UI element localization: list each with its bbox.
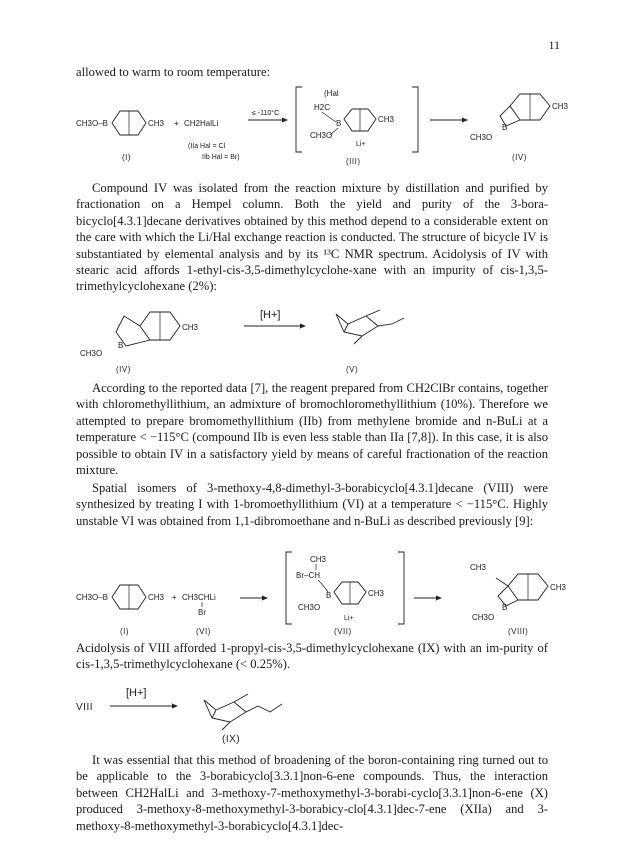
scheme1-plus: + [174,119,179,128]
scheme1-int-h2c: H2C [314,103,331,112]
scheme1-bracket-left [296,87,302,152]
scheme1-int-li: Li+ [356,141,366,148]
scheme2-reagent: [H+] [260,309,281,321]
scheme3-label-I: (I) [120,627,130,636]
paragraph-2: According to the reported data [7], the reagent prepared from CH2ClBr contains, together with chloromethyllithium, an admixture of bromochloromethyllithium (10%). Therefore we attempted to prepare bromomethyllithium (IIb) from methylene bromide and n-BuLi at a temperature < −115°C (compound IIb is even less stable than IIa [7,8]). In this case, it is also possible to obtain IV in a satisfactory yield by means of careful fractionation of the reaction mixture. [76,381,548,478]
scheme3-bracket-right [398,552,404,624]
scheme1-variant-a: (IIa Hal = Cl [188,143,226,150]
scheme1-reactant1: CH3O–B [76,119,109,128]
scheme1-product-b: B [502,123,508,132]
scheme2-och3: CH3O [80,349,103,358]
scheme3-label-VII: (VII) [334,627,352,636]
scheme1-reagent: CH2HalLi [184,119,219,128]
scheme3-int-b: B [326,591,332,600]
scheme3-prod-och3: CH3O [472,613,495,622]
scheme1-condition: ≤ -110°C [252,110,280,117]
paragraph-4: Acidolysis of VIII afforded 1-propyl-cis-3,5-dimethylcyclohexane (IX) with an im-purity of cis-1,3,5-trimethylcyclohexane (< 0.25%). [76,641,548,672]
scheme3-label-VIII: (VIII) [508,627,529,636]
scheme2-methyl: CH3 [182,323,199,332]
scheme3-prod-methyl: CH3 [550,583,567,592]
scheme1-reactant-methyl: CH3 [148,119,165,128]
scheme3-int-och3: CH3O [298,603,321,612]
scheme3-reactant1: CH3O–B [76,593,109,602]
paragraph-1: Compound IV was isolated from the reaction mixture by distillation and purified by fractionation on a Hempel column. Both the yield and purity of the 3-bora-bicyclo[4.3.1]decane derivatives obtained by this method depend to a considerable extent on the care with which the Li/Hal exchange reaction is conducted. The structure of bicycle IV is substantiated by elemental analysis and by its ¹³C NMR spectrum. Acidolysis of IV with stearic acid affords 1-ethyl-cis-3,5-dimethylcyclohe-xane with an impurity of cis-1,3,5-trimethylcyclohexane (2%): [76,181,548,294]
reaction-scheme-4 [0,680,624,744]
scheme3-bracket-left [286,552,292,624]
scheme1-int-methyl: CH3 [378,115,395,124]
scheme4-label-IX: (IX) [222,734,241,744]
scheme2-label-V: (V) [346,365,359,374]
scheme1-label-I: (I) [122,153,132,162]
scheme1-int-b: B [336,119,342,128]
scheme3-label-VI: (VI) [196,627,211,636]
scheme1-label-III: (III) [346,157,361,166]
scheme3-reactant-methyl: CH3 [148,593,165,602]
reaction-scheme-3 [0,540,624,640]
scheme3-reagent-bottom: Br [198,608,206,617]
scheme3-reagent-top: CH3CHLi [182,593,216,602]
scheme1-int-och3: CH3O [310,131,333,140]
scheme1-product-methyl: CH3 [552,102,569,111]
scheme1-variant-b: IIb Hal = Br) [202,154,240,161]
page-number: 11 [548,38,560,52]
scheme3-int-ch3: CH3 [310,555,327,564]
scheme1-product-och3: CH3O [470,133,493,142]
scheme3-prod-ch3-top: CH3 [470,563,487,572]
scheme3-int-methyl: CH3 [368,589,385,598]
scheme2-product [336,310,380,344]
scheme4-product [204,694,248,730]
scheme3-plus: + [172,593,177,602]
scheme4-start: VIII [76,702,94,713]
scheme3-int-brch: Br–CH [296,571,321,580]
intro-line: allowed to warm to room temperature: [76,65,271,79]
scheme2-b: B [118,341,124,350]
scheme3-prod-b: B [502,603,508,612]
scheme2-label-IV: (IV) [116,365,131,374]
scheme3-int-li: Li+ [344,615,354,622]
paragraph-5: It was essential that this method of broadening of the boron-containing ring turned out to be applicable to the 3-borabicyclo[3.3.1]non-6-ene compounds. Thus, the interaction between CH2HalLi and 3-methoxy-7-methoxymethyl-3-borabi-cyclo[3.3.1]non-6-ene (X) produced 3-methoxy-8-methoxymethyl-3-borabicy-clo[4.3.1]dec-7-ene (XIIa) and 3-methoxy-8-methoxymethyl-3-borabicyclo[4.3.1]dec- [76,753,548,833]
scheme1-bracket-right [412,87,418,152]
reaction-scheme-2 [0,296,624,376]
scheme1-int-hal: (Hal [324,89,339,98]
scheme1-label-IV: (IV) [512,153,527,162]
reaction-scheme-1 [0,82,624,172]
paragraph-3: Spatial isomers of 3-methoxy-4,8-dimethyl-3-borabicyclo[4.3.1]decane (VIII) were synthesized by treating I with 1-bromoethyllithium (VI) at a temperature < −115°C. Highly unstable VI was obtained from 1,1-dibromoethane and n-BuLi as described previously [9]: [76,481,548,528]
scheme4-reagent: [H+] [126,687,147,699]
